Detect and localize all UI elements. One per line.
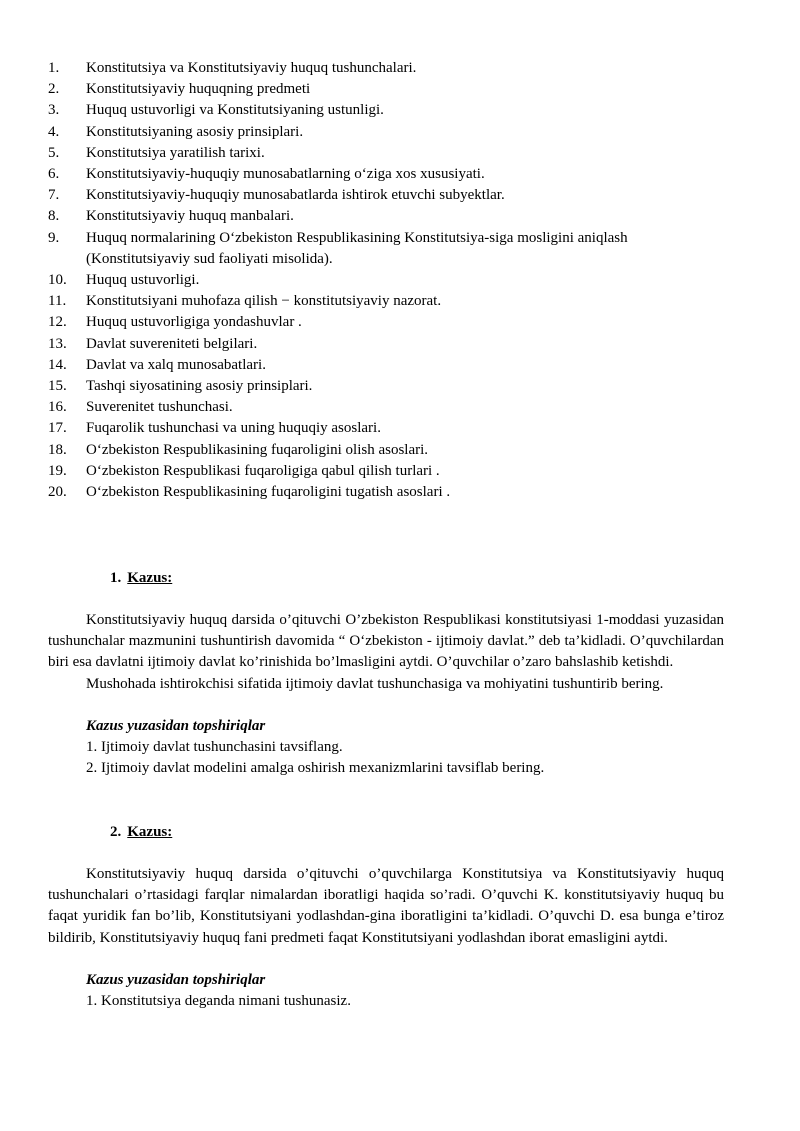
- item-number: 19.: [48, 462, 67, 479]
- item-text: O‘zbekiston Respublikasining fuqaroligini tugatish asoslari .: [86, 484, 451, 501]
- list-item: [48, 440, 688, 461]
- item-text: Davlat suvereniteti belgilari.: [86, 335, 258, 352]
- item-number: 17.: [48, 420, 67, 437]
- case-title: Kazus:: [127, 824, 173, 840]
- case-title: Kazus:: [127, 570, 173, 586]
- list-item: [48, 312, 688, 333]
- item-number: 11.: [48, 293, 67, 310]
- item-text: Konstitutsiya yaratilish tarixi.: [86, 144, 265, 161]
- tasks-heading: Kazus yuzasidan topshiriqlar: [86, 971, 266, 988]
- item-text: Huquq normalarining O‘zbekiston Respublikasining Konstitutsiya-siga mosligini aniqlash (Konstitutsiyaviy sud faoliyati misolida).: [86, 229, 628, 267]
- item-number: 1.: [48, 60, 60, 76]
- item-text: O‘zbekiston Respublikasi fuqaroligiga qabul qilish turlari .: [86, 462, 440, 479]
- item-text: Konstitutsiyani muhofaza qilish − konstitutsiyaviy nazorat.: [86, 293, 442, 310]
- list-item: [48, 122, 688, 143]
- task-item: 1. Konstitutsiya deganda nimani tushunasiz.: [86, 993, 351, 1010]
- list-item: [48, 228, 688, 270]
- item-number: 7.: [48, 187, 60, 204]
- case-paragraph: Konstitutsiyaviy huquq darsida o’qituvchi o’quvchilarga Konstitutsiya va Konstitutsiyaviy huquq tushunchalari o’rtasidagi farqlar nimalardan iboratligi haqida so’radi. O’quvchi K. konstitutsiyaviy huquq bu faqat yuridik fan bo’lib, Konstitutsiyani yodlashdan-gina iboratligini ta’kidladi. O’quvchi D. esa bunga e’tiroz bildirib, Konstitutsiyaviy huquq fani predmeti faqat Konstitutsiyani yodlashdan iborat emasligini aytdi.: [48, 866, 724, 946]
- item-number: 15.: [48, 378, 67, 395]
- item-number: 10.: [48, 272, 67, 289]
- list-item: [48, 206, 688, 227]
- list-item: [48, 418, 688, 439]
- case-number: 2.: [110, 824, 122, 840]
- tasks-heading: Kazus yuzasidan topshiriqlar: [86, 717, 266, 734]
- list-item: [48, 461, 688, 482]
- item-number: 12.: [48, 314, 67, 331]
- list-item: [48, 334, 688, 355]
- item-text: Fuqarolik tushunchasi va uning huquqiy asoslari.: [86, 420, 381, 437]
- list-item: [48, 376, 688, 397]
- case-heading: [110, 822, 724, 843]
- item-number: 13.: [48, 335, 67, 352]
- item-number: 5.: [48, 144, 60, 161]
- list-item: [48, 482, 688, 503]
- item-text: Konstitutsiya va Konstitutsiyaviy huquq tushunchalari.: [86, 60, 417, 76]
- item-text: Suverenitet tushunchasi.: [86, 399, 233, 416]
- item-number: 4.: [48, 123, 60, 140]
- item-text: Konstitutsiyaning asosiy prinsiplari.: [86, 123, 304, 140]
- task-item: 1. Ijtimoiy davlat tushunchasini tavsiflang.: [86, 739, 343, 756]
- question-list: [48, 58, 688, 503]
- item-number: 14.: [48, 356, 67, 373]
- list-item: [48, 100, 688, 121]
- item-number: 20.: [48, 484, 67, 501]
- item-number: 2.: [48, 81, 60, 98]
- item-text: Konstitutsiyaviy huquq manbalari.: [86, 208, 294, 225]
- list-item: [48, 291, 688, 312]
- list-item: [48, 143, 688, 164]
- case-number: 1.: [110, 570, 122, 586]
- case-paragraph: Konstitutsiyaviy huquq darsida o’qituvchi O’zbekiston Respublikasi konstitutsiyasi 1-moddasi yuzasidan tushunchalar mazmunini tushuntirish davomida “ O‘zbekiston - ijtimoiy davlat.” deb ta’kidladi. O’quvchilardan biri esa davlatni ijtimoiy davlat ko’rinishida bo’lmasligini aytdi. O’quvchilar o’zaro bahslashib ketishdi.: [48, 612, 724, 671]
- list-item: [48, 79, 688, 100]
- case-heading: [110, 568, 724, 589]
- item-text: Huquq ustuvorligiga yondashuvlar .: [86, 314, 302, 331]
- item-text: Konstitutsiyaviy huquqning predmeti: [86, 81, 311, 98]
- case-study-1: [48, 568, 724, 779]
- task-item: 2. Ijtimoiy davlat modelini amalga oshirish mexanizmlarini tavsiflab bering.: [86, 760, 545, 777]
- item-text: Konstitutsiyaviy-huquqiy munosabatlarning o‘ziga xos xususiyati.: [86, 166, 485, 183]
- list-item: [48, 58, 688, 79]
- list-item: [48, 164, 688, 185]
- case-paragraph: Mushohada ishtirokchisi sifatida ijtimoiy davlat tushunchasiga va mohiyatini tushuntirib bering.: [86, 675, 664, 692]
- list-item: [48, 270, 688, 291]
- list-item: [48, 355, 688, 376]
- item-number: 3.: [48, 102, 60, 119]
- item-number: 18.: [48, 441, 67, 458]
- item-number: 9.: [48, 229, 60, 246]
- case-study-2: [48, 822, 724, 1012]
- list-item: [48, 185, 688, 206]
- item-number: 16.: [48, 399, 67, 416]
- item-text: Tashqi siyosatining asosiy prinsiplari.: [86, 378, 313, 395]
- item-text: Huquq ustuvorligi va Konstitutsiyaning ustunligi.: [86, 102, 384, 119]
- item-number: 6.: [48, 166, 60, 183]
- item-number: 8.: [48, 208, 60, 225]
- item-text: O‘zbekiston Respublikasining fuqaroligini olish asoslari.: [86, 441, 429, 458]
- list-item: [48, 397, 688, 418]
- item-text: Konstitutsiyaviy-huquqiy munosabatlarda ishtirok etuvchi subyektlar.: [86, 187, 505, 204]
- item-text: Davlat va xalq munosabatlari.: [86, 356, 266, 373]
- item-text: Huquq ustuvorligi.: [86, 272, 200, 289]
